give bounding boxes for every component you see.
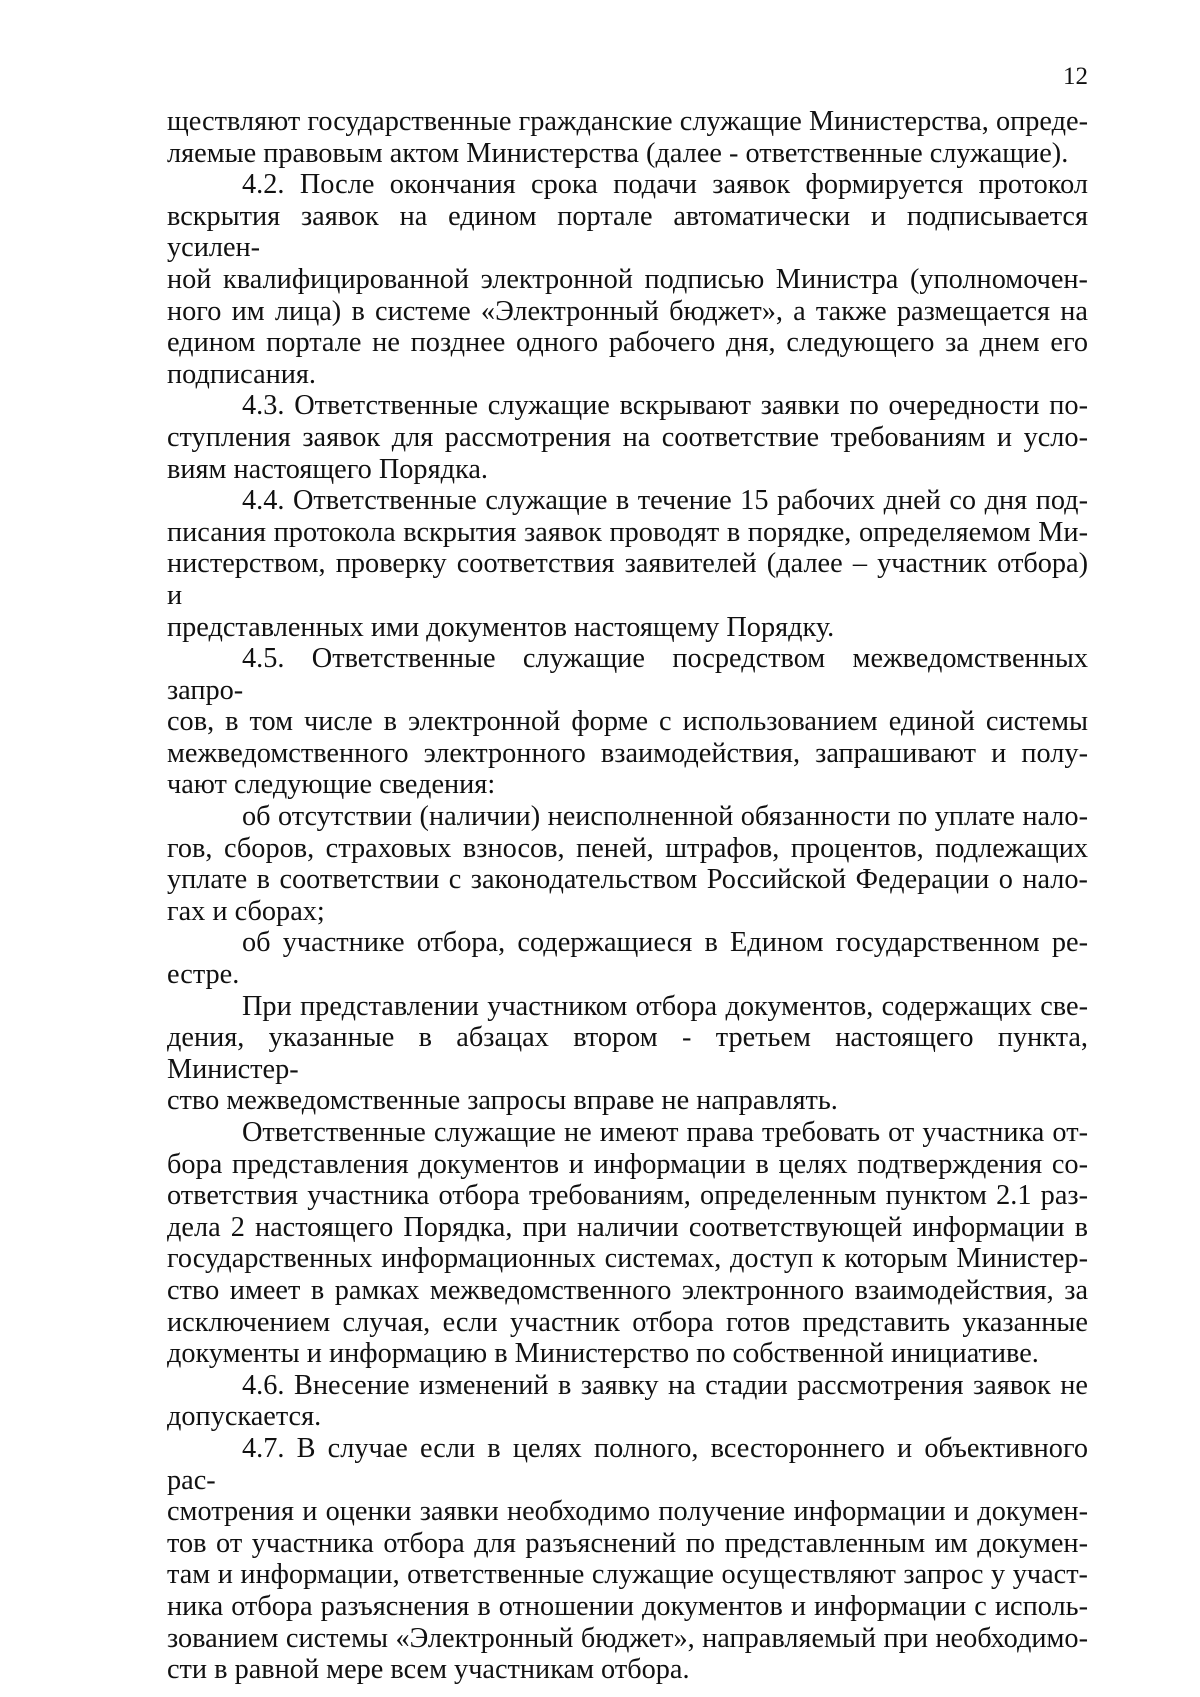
paragraph-4-7-line-5: ника отбора разъяснения в отношении документов и информации с исполь- — [167, 1590, 1088, 1622]
paragraph-4-5-c-line-1: При представлении участником отбора документов, содержащих све- — [242, 990, 1088, 1022]
paragraph-4-4-line-2: писания протокола вскрытия заявок проводят в порядке, определяемом Ми- — [167, 516, 1088, 548]
paragraph-4-2-line-4: ного им лица) в системе «Электронный бюджет», а также размещается на — [167, 295, 1088, 327]
paragraph-4-5-c-line-2: дения, указанные в абзацах втором - третьем настоящего пункта, Министер- — [167, 1022, 1088, 1085]
paragraph-4-5-d-line-2: бора представления документов и информации в целях подтверждения со- — [167, 1148, 1088, 1180]
paragraph-4-5-a-line-4: гах и сборах; — [167, 895, 325, 927]
paragraph-4-7-line-4: там и информации, ответственные служащие осуществляют запрос у участ- — [167, 1559, 1088, 1591]
paragraph-4-5-d-line-3: ответствия участника отбора требованиям, определенным пунктом 2.1 раз- — [167, 1180, 1088, 1212]
paragraph-4-6-line-2: допускается. — [167, 1401, 322, 1433]
paragraph-4-5-line-1: 4.5. Ответственные служащие посредством межведомственных запро- — [167, 643, 1088, 706]
paragraph-4-7-line-2: смотрения и оценки заявки необходимо получение информации и докумен- — [167, 1496, 1088, 1528]
paragraph-cont-line-1: ществляют государственные гражданские служащие Министерства, опреде- — [167, 106, 1088, 137]
paragraph-4-5-line-3: межведомственного электронного взаимодействия, запрашивают и полу- — [167, 737, 1088, 769]
paragraph-4-6-line-1: 4.6. Внесение изменений в заявку на стадии рассмотрения заявок не — [242, 1369, 1088, 1401]
paragraph-4-4-line-1: 4.4. Ответственные служащие в течение 15 рабочих дней со дня под- — [242, 485, 1088, 517]
paragraph-4-5-line-4: чают следующие сведения: — [167, 769, 496, 801]
paragraph-4-2-line-1: 4.2. После окончания срока подачи заявок формируется протокол — [242, 169, 1088, 201]
paragraph-cont-line-2: ляемые правовым актом Министерства (далее - ответственные служащие). — [167, 137, 1069, 169]
paragraph-4-2-line-3: ной квалифицированной электронной подписью Министра (уполномочен- — [167, 263, 1088, 295]
paragraph-4-5-d-line-7: исключением случая, если участник отбора готов представить указанные — [167, 1306, 1088, 1338]
paragraph-4-7-line-1: 4.7. В случае если в целях полного, всестороннего и объективного рас- — [167, 1432, 1088, 1496]
paragraph-4-7-line-3: тов от участника отбора для разъяснений по представленным им докумен- — [167, 1527, 1088, 1559]
paragraph-4-2-line-5: едином портале не позднее одного рабочего дня, следующего за днем его — [167, 327, 1088, 359]
document-body — [167, 106, 1088, 1686]
paragraph-4-5-line-2: сов, в том числе в электронной форме с использованием единой системы — [167, 706, 1088, 738]
paragraph-4-5-d-line-6: ство имеет в рамках межведомственного электронного взаимодействия, за — [167, 1274, 1088, 1306]
paragraph-4-5-d-line-4: дела 2 настоящего Порядка, при наличии соответствующей информации в — [167, 1211, 1088, 1243]
paragraph-4-7-line-7: сти в равной мере всем участникам отбора. — [167, 1654, 690, 1686]
paragraph-4-5-a-line-2: гов, сборов, страховых взносов, пеней, штрафов, процентов, подлежащих — [167, 832, 1088, 864]
paragraph-4-3-line-2: ступления заявок для рассмотрения на соответствие требованиям и усло- — [167, 421, 1088, 453]
paragraph-4-5-d-line-5: государственных информационных системах, доступ к которым Министер- — [167, 1243, 1088, 1275]
paragraph-4-3-line-3: виям настоящего Порядка. — [167, 453, 488, 485]
paragraph-4-4-line-4: представленных ими документов настоящему Порядку. — [167, 611, 835, 643]
paragraph-4-5-a-line-1: об отсутствии (наличии) неисполненной обязанности по уплате нало- — [242, 801, 1088, 833]
paragraph-4-2-line-6: подписания. — [167, 358, 317, 390]
paragraph-4-2-line-2: вскрытия заявок на едином портале автоматически и подписывается усилен- — [167, 200, 1088, 264]
paragraph-4-4-line-3: нистерством, проверку соответствия заявителей (далее – участник отбора) и — [167, 548, 1088, 611]
page-number: 12 — [1063, 63, 1088, 90]
paragraph-4-5-b-line-2: естре. — [167, 959, 240, 991]
paragraph-4-7-line-6: зованием системы «Электронный бюджет», направляемый при необходимо- — [167, 1622, 1088, 1654]
paragraph-4-5-d-line-8: документы и информацию в Министерство по собственной инициативе. — [167, 1338, 1039, 1370]
paragraph-4-3-line-1: 4.3. Ответственные служащие вскрывают заявки по очередности по- — [242, 390, 1088, 422]
paragraph-4-5-d-line-1: Ответственные служащие не имеют права требовать от участника от- — [242, 1117, 1088, 1148]
paragraph-4-5-b-line-1: об участнике отбора, содержащиеся в Едином государственном ре- — [242, 927, 1088, 959]
paragraph-4-5-a-line-3: уплате в соответствии с законодательством Российской Федерации о нало- — [167, 864, 1088, 896]
paragraph-4-5-c-line-3: ство межведомственные запросы вправе не направлять. — [167, 1085, 838, 1117]
